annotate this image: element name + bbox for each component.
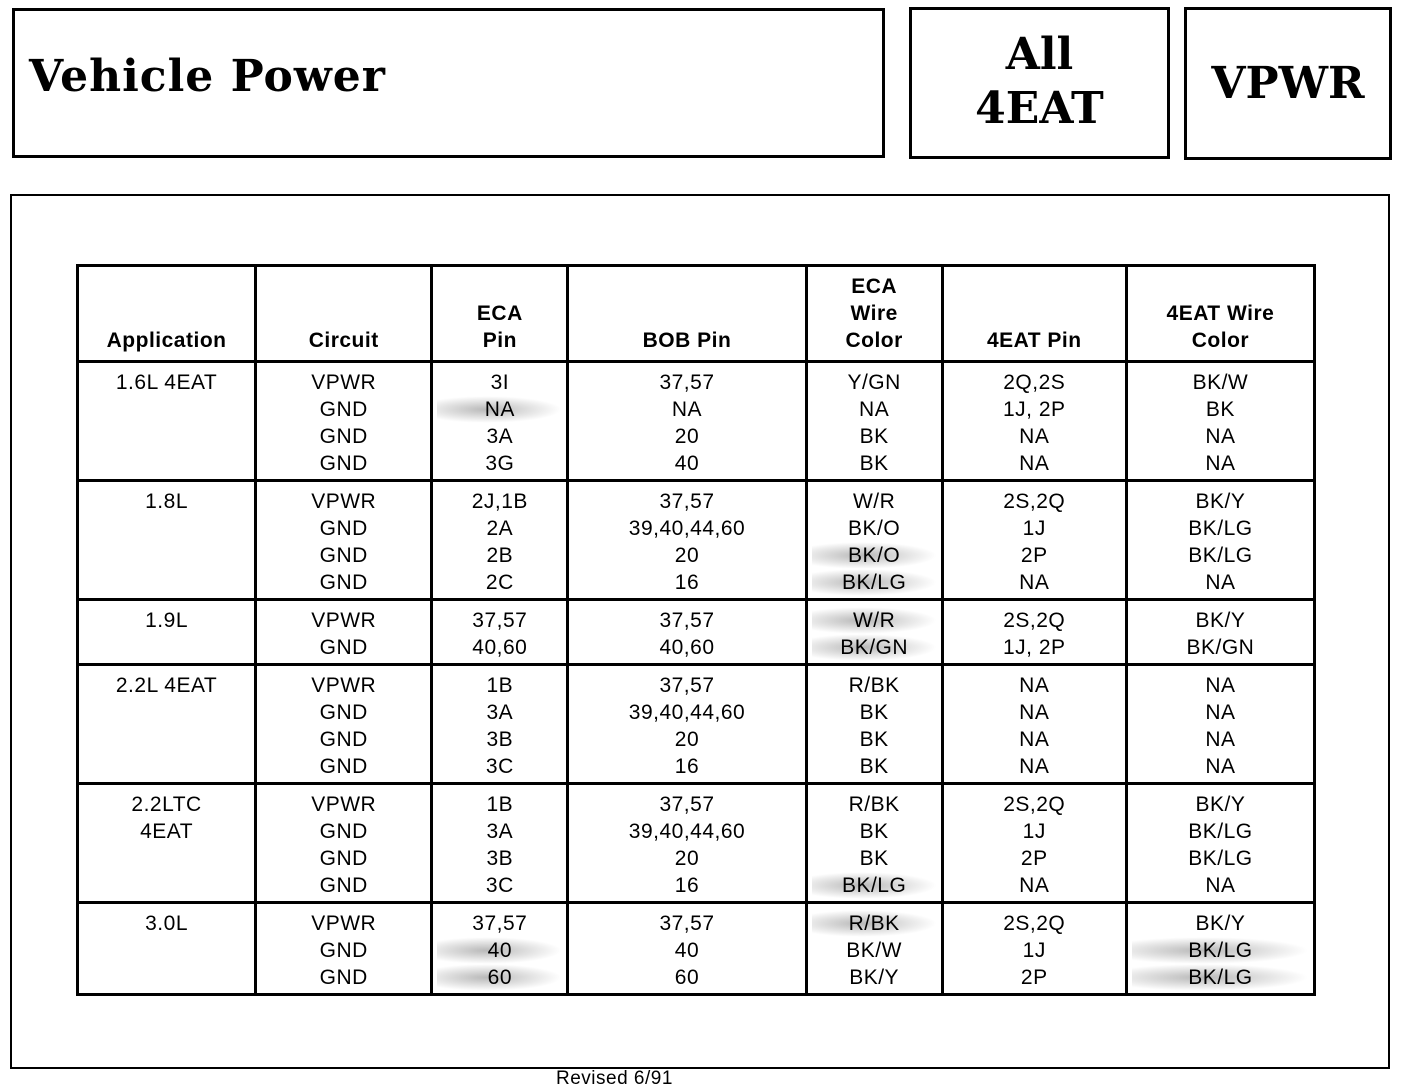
cell-bob-pin (568, 481, 806, 600)
cell-application (78, 665, 256, 784)
cell-value: NA (1205, 755, 1236, 778)
circuit-code: VPWR (1211, 58, 1365, 109)
cell-value: GND (319, 452, 368, 475)
cell-application (78, 903, 256, 995)
cell-value: R/BK (812, 910, 937, 937)
cell-value: 20 (674, 544, 700, 567)
cell-value: NA (1205, 874, 1236, 897)
cell-value: 37,57 (659, 674, 715, 697)
cell-value: R/BK (848, 674, 900, 697)
cell-eat-pin (942, 784, 1126, 903)
cell-eat-wire-color (1126, 362, 1314, 481)
table-row (78, 362, 1315, 481)
cell-value: GND (319, 636, 368, 659)
cell-eca-pin (432, 784, 568, 903)
column-header-eat-pin (942, 266, 1126, 362)
cell-value: BK (1205, 398, 1235, 421)
cell-value: BK/O (848, 517, 901, 540)
cell-circuit (256, 481, 432, 600)
cell-bob-pin (568, 784, 806, 903)
cell-eat-pin (942, 903, 1126, 995)
header-text: Color (845, 329, 903, 352)
cell-eca-wire-color (806, 903, 942, 995)
cell-eca-pin (432, 481, 568, 600)
cell-value: NA (1205, 674, 1236, 697)
cell-value: 20 (674, 847, 700, 870)
cell-value: BK (859, 755, 889, 778)
header-text: 4EAT Wire (1166, 302, 1275, 325)
cell-value: 40 (674, 452, 700, 475)
cell-value: VPWR (311, 674, 377, 697)
cell-value: VPWR (311, 371, 377, 394)
cell-eat-wire-color (1126, 784, 1314, 903)
cell-value: 2P (1020, 544, 1048, 567)
cell-eca-wire-color (806, 481, 942, 600)
cell-eat-wire-color (1126, 903, 1314, 995)
cell-value: 3B (486, 728, 514, 751)
cell-value: NA (1019, 452, 1050, 475)
cell-value: GND (319, 755, 368, 778)
cell-bob-pin (568, 362, 806, 481)
page-title: Vehicle Power (29, 51, 386, 102)
cell-value: 60 (674, 966, 700, 989)
cell-bob-pin (568, 903, 806, 995)
cell-eat-wire-color (1126, 600, 1314, 665)
cell-value: 40,60 (472, 636, 528, 659)
cell-value: 40 (674, 939, 700, 962)
scope-line-1: All (1005, 29, 1074, 80)
table-header-row (78, 266, 1315, 362)
cell-value: NA (1019, 728, 1050, 751)
cell-value: 2P (1020, 847, 1048, 870)
header-text: Wire (850, 302, 898, 325)
header-text: Color (1191, 329, 1250, 352)
cell-value: BK (859, 701, 889, 724)
header-text: 4EAT Pin (986, 329, 1082, 352)
scope-box (909, 7, 1170, 159)
cell-value: NA (1019, 571, 1050, 594)
cell-value: GND (319, 701, 368, 724)
cell-value: 39,40,44,60 (628, 820, 746, 843)
cell-value: 3C (485, 874, 514, 897)
cell-eca-pin (432, 600, 568, 665)
cell-value: GND (319, 847, 368, 870)
cell-value: GND (319, 425, 368, 448)
cell-value: 1B (486, 793, 514, 816)
cell-value: 2.2LTC (131, 793, 202, 816)
cell-value: R/BK (848, 793, 900, 816)
cell-value: GND (319, 398, 368, 421)
cell-circuit (256, 784, 432, 903)
cell-value: W/R (852, 490, 896, 513)
cell-value: BK/Y (849, 966, 900, 989)
header-text: ECA (851, 275, 898, 298)
cell-value: 1J, 2P (1002, 398, 1066, 421)
table-row (78, 903, 1315, 995)
cell-value: BK (859, 847, 889, 870)
cell-value: 2J,1B (471, 490, 528, 513)
cell-value: BK/LG (1132, 964, 1309, 991)
cell-value: 3A (486, 425, 514, 448)
cell-value: GND (319, 966, 368, 989)
cell-value: 39,40,44,60 (628, 701, 746, 724)
cell-bob-pin (568, 600, 806, 665)
header-text: ECA (476, 302, 523, 325)
cell-circuit (256, 362, 432, 481)
cell-value: BK (859, 452, 889, 475)
cell-value: BK (859, 820, 889, 843)
scope-label (912, 28, 1167, 136)
header-text: Application (106, 329, 227, 352)
cell-value: BK (859, 425, 889, 448)
cell-value: 2P (1020, 966, 1048, 989)
cell-value: 16 (674, 571, 700, 594)
cell-value: NA (1205, 425, 1236, 448)
cell-application (78, 784, 256, 903)
cell-eca-wire-color (806, 362, 942, 481)
cell-value: W/R (812, 607, 937, 634)
cell-value: 40 (437, 937, 562, 964)
cell-value: BK/LG (1188, 517, 1253, 540)
cell-value: 20 (674, 425, 700, 448)
cell-value: 3I (490, 371, 510, 394)
cell-eca-wire-color (806, 600, 942, 665)
cell-value: BK/W (846, 939, 902, 962)
cell-value: 2A (486, 517, 514, 540)
pin-table (76, 264, 1316, 996)
cell-circuit (256, 665, 432, 784)
cell-eat-wire-color (1126, 481, 1314, 600)
cell-value: NA (671, 398, 703, 421)
cell-eca-pin (432, 362, 568, 481)
cell-value: 2S,2Q (1003, 912, 1066, 935)
cell-value: 40,60 (659, 636, 715, 659)
column-header-circuit (256, 266, 432, 362)
column-header-eca-wire-color (806, 266, 942, 362)
table-row (78, 665, 1315, 784)
cell-value: 16 (674, 874, 700, 897)
cell-value: NA (1205, 571, 1236, 594)
cell-eat-pin (942, 481, 1126, 600)
cell-value: BK/LG (1188, 820, 1253, 843)
cell-eat-pin (942, 600, 1126, 665)
cell-value: 60 (437, 964, 562, 991)
cell-eca-wire-color (806, 784, 942, 903)
table-row (78, 784, 1315, 903)
cell-value: GND (319, 939, 368, 962)
cell-value: GND (319, 728, 368, 751)
cell-value: NA (1205, 452, 1236, 475)
column-header-eca-pin (432, 266, 568, 362)
cell-circuit (256, 903, 432, 995)
cell-value: 3A (486, 820, 514, 843)
column-header-eat-wire-color (1126, 266, 1314, 362)
cell-value: 1.6L 4EAT (115, 371, 218, 394)
cell-value: 1.8L (145, 490, 188, 513)
cell-value: NA (1019, 874, 1050, 897)
cell-value: 1J (1022, 517, 1046, 540)
cell-value: GND (319, 571, 368, 594)
cell-value: GND (319, 874, 368, 897)
cell-value: VPWR (311, 490, 377, 513)
cell-value: 20 (674, 728, 700, 751)
cell-value: GND (319, 820, 368, 843)
cell-value: 3G (485, 452, 515, 475)
table-body (78, 362, 1315, 995)
cell-value: 37,57 (659, 912, 715, 935)
cell-eca-pin (432, 903, 568, 995)
cell-value: NA (1019, 674, 1050, 697)
cell-application (78, 600, 256, 665)
cell-value: 37,57 (472, 912, 528, 935)
table-row (78, 481, 1315, 600)
cell-value: BK/LG (1188, 847, 1253, 870)
header-text: Pin (482, 329, 517, 352)
revision-note: Revised 6/91 (556, 1068, 673, 1089)
cell-value: 2.2L 4EAT (115, 674, 218, 697)
cell-value: 1.9L (145, 609, 188, 632)
cell-value: NA (1019, 425, 1050, 448)
cell-value: 3C (485, 755, 514, 778)
cell-value: NA (1205, 728, 1236, 751)
cell-eat-wire-color (1126, 665, 1314, 784)
cell-value: 1J (1022, 820, 1046, 843)
title-box (12, 8, 885, 158)
cell-value: VPWR (311, 609, 377, 632)
column-header-application (78, 266, 256, 362)
cell-value: 2S,2Q (1003, 490, 1066, 513)
cell-value: BK/GN (1186, 636, 1255, 659)
cell-value: 37,57 (472, 609, 528, 632)
cell-value: VPWR (311, 793, 377, 816)
table-row (78, 600, 1315, 665)
cell-eat-pin (942, 665, 1126, 784)
cell-value: 3B (486, 847, 514, 870)
cell-value: 1J (1022, 939, 1046, 962)
cell-value: BK/LG (1132, 937, 1309, 964)
cell-value: 2S,2Q (1003, 609, 1066, 632)
cell-value: 3.0L (145, 912, 188, 935)
cell-value: BK/Y (1195, 912, 1246, 935)
cell-value: BK/GN (812, 634, 937, 661)
cell-value: BK/LG (812, 872, 937, 899)
cell-value: BK/W (1192, 371, 1249, 394)
cell-value: BK/Y (1195, 793, 1246, 816)
scope-line-2: 4EAT (975, 83, 1104, 134)
cell-value: 2C (485, 571, 514, 594)
cell-value: 3A (486, 701, 514, 724)
cell-value: VPWR (311, 912, 377, 935)
cell-bob-pin (568, 665, 806, 784)
cell-value: 37,57 (659, 371, 715, 394)
cell-value: BK (859, 728, 889, 751)
cell-application (78, 481, 256, 600)
cell-application (78, 362, 256, 481)
cell-value: GND (319, 517, 368, 540)
cell-circuit (256, 600, 432, 665)
cell-value: BK/LG (812, 569, 937, 596)
cell-value: NA (1205, 701, 1236, 724)
code-box (1184, 7, 1392, 160)
cell-value: BK/Y (1195, 609, 1246, 632)
cell-value: NA (859, 398, 890, 421)
cell-value: 39,40,44,60 (628, 517, 746, 540)
cell-eat-pin (942, 362, 1126, 481)
cell-value: 37,57 (659, 793, 715, 816)
header-text: BOB Pin (642, 329, 732, 352)
header-text: Circuit (308, 329, 379, 352)
cell-value: 16 (674, 755, 700, 778)
cell-value: 37,57 (659, 609, 715, 632)
cell-value: 2Q,2S (1003, 371, 1066, 394)
cell-value: 1J, 2P (1002, 636, 1066, 659)
cell-value: BK/LG (1188, 544, 1253, 567)
cell-value: Y/GN (847, 371, 901, 394)
cell-value: BK/Y (1195, 490, 1246, 513)
column-header-bob-pin (568, 266, 806, 362)
cell-value: GND (319, 544, 368, 567)
cell-value: NA (1019, 755, 1050, 778)
cell-eca-pin (432, 665, 568, 784)
cell-value: 2S,2Q (1003, 793, 1066, 816)
cell-value: 2B (486, 544, 514, 567)
cell-value: NA (1019, 701, 1050, 724)
cell-value: 4EAT (140, 820, 194, 843)
cell-value: 37,57 (659, 490, 715, 513)
cell-value: BK/O (812, 542, 937, 569)
cell-value: NA (437, 396, 562, 423)
cell-eca-wire-color (806, 665, 942, 784)
cell-value: 1B (486, 674, 514, 697)
